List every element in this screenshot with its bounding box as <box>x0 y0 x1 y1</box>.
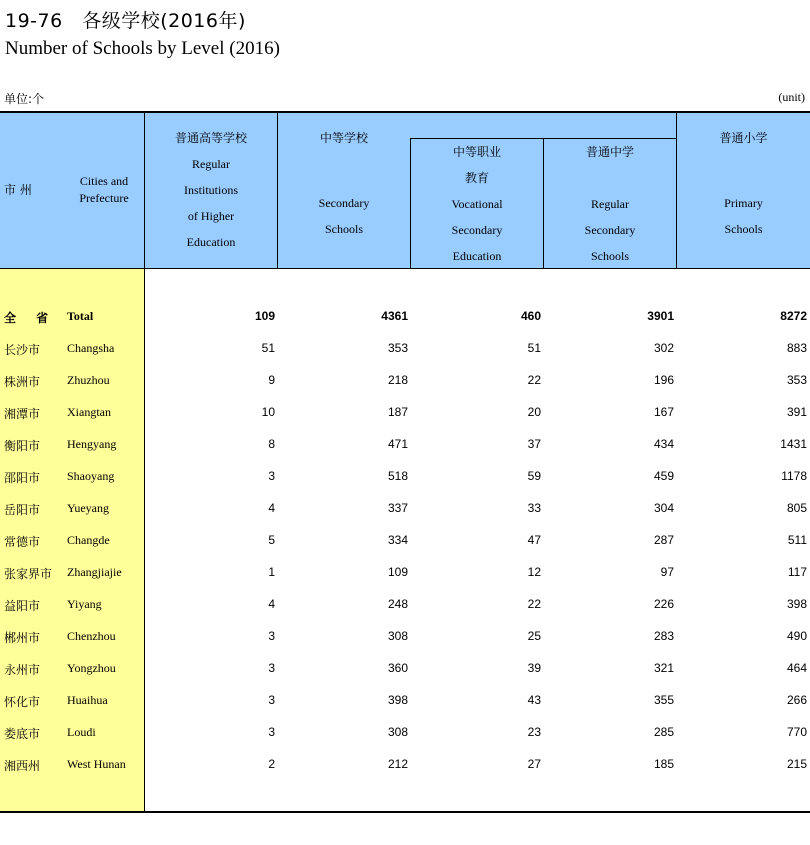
value-higher: 3 <box>268 469 275 483</box>
value-primary: 266 <box>786 693 807 707</box>
region-name-en: Zhangjiajie <box>67 565 122 579</box>
value-regular-secondary: 355 <box>653 693 674 707</box>
value-vocational: 25 <box>527 629 541 643</box>
table-row <box>0 365 810 397</box>
header-regular-secondary: 普通中学 Regular Secondary Schools <box>584 145 636 263</box>
value-regular-secondary: 434 <box>653 437 674 451</box>
value-secondary: 353 <box>387 341 408 355</box>
value-higher: 3 <box>268 725 275 739</box>
value-vocational: 59 <box>527 469 541 483</box>
region-name-en: Zhuzhou <box>67 373 110 387</box>
unit-label-english: (unit) <box>778 90 805 104</box>
region-name-cn: 常德市 <box>4 535 41 549</box>
value-primary: 1178 <box>781 469 807 483</box>
region-name-en: Shaoyang <box>67 469 115 483</box>
value-secondary: 308 <box>387 725 408 739</box>
value-higher: 3 <box>268 661 275 675</box>
header-vocational: 中等职业 教育 Vocational Secondary Education <box>451 145 503 263</box>
region-name-cn: 娄底市 <box>4 727 41 741</box>
table-row <box>0 461 810 493</box>
value-higher: 109 <box>254 309 275 323</box>
table-row <box>0 557 810 589</box>
table-row <box>0 653 810 685</box>
value-vocational: 20 <box>527 405 541 419</box>
table-row <box>0 493 810 525</box>
region-name-cn: 怀化市 <box>4 695 41 709</box>
region-name-cn: 湘潭市 <box>4 407 41 421</box>
value-vocational: 47 <box>527 533 541 547</box>
value-primary: 1431 <box>780 437 807 451</box>
region-name-en: Yiyang <box>67 597 102 611</box>
value-higher: 5 <box>268 533 275 547</box>
header-secondary-en: Secondary Schools <box>318 196 370 236</box>
value-primary: 464 <box>786 661 807 675</box>
value-regular-secondary: 302 <box>653 341 674 355</box>
value-secondary: 187 <box>387 405 408 419</box>
value-higher: 4 <box>268 597 275 611</box>
value-higher: 51 <box>261 341 275 355</box>
region-name-cn: 长沙市 <box>4 343 41 357</box>
region-name-cn: 郴州市 <box>4 631 41 645</box>
value-primary: 8272 <box>780 309 807 323</box>
value-secondary: 398 <box>387 693 408 707</box>
value-vocational: 460 <box>520 309 541 323</box>
header-city-en: Cities and Prefecture <box>79 174 129 205</box>
region-name-cn: 湘西州 <box>4 759 41 773</box>
value-regular-secondary: 321 <box>653 661 674 675</box>
region-name-cn: 邵阳市 <box>4 471 41 485</box>
value-secondary: 471 <box>387 437 408 451</box>
header-primary-en: Primary Schools <box>724 196 763 236</box>
header-bottom-rule <box>0 268 810 269</box>
value-secondary: 212 <box>387 757 408 771</box>
table-row <box>0 621 810 653</box>
value-primary: 353 <box>786 373 807 387</box>
value-higher: 8 <box>268 437 275 451</box>
value-regular-secondary: 287 <box>653 533 674 547</box>
value-primary: 805 <box>786 501 807 515</box>
value-higher: 3 <box>268 629 275 643</box>
value-vocational: 43 <box>527 693 541 707</box>
value-regular-secondary: 283 <box>653 629 674 643</box>
value-secondary: 337 <box>387 501 408 515</box>
table-row <box>0 685 810 717</box>
value-secondary: 308 <box>387 629 408 643</box>
header-primary-cn: 普通小学 <box>719 131 768 145</box>
region-name-cn: 全 省 <box>4 311 57 325</box>
region-name-en: Yueyang <box>67 501 109 515</box>
value-primary: 770 <box>786 725 807 739</box>
page-subtitle: Number of Schools by Level (2016) <box>5 38 280 59</box>
value-secondary: 218 <box>387 373 408 387</box>
header-higher-education: 普通高等学校 Regular Institutions of Higher Education <box>174 131 247 249</box>
value-vocational: 39 <box>527 661 541 675</box>
header-city-cn: 市 州 <box>4 183 32 197</box>
region-name-en: Chenzhou <box>67 629 116 643</box>
value-secondary: 109 <box>387 565 408 579</box>
value-regular-secondary: 226 <box>653 597 674 611</box>
value-regular-secondary: 167 <box>653 405 674 419</box>
value-higher: 10 <box>261 405 275 419</box>
region-name-en: Changde <box>67 533 110 547</box>
region-name-cn: 益阳市 <box>4 599 41 613</box>
table-row <box>0 589 810 621</box>
value-secondary: 4361 <box>381 309 408 323</box>
table-row <box>0 397 810 429</box>
value-secondary: 334 <box>387 533 408 547</box>
table-row <box>0 525 810 557</box>
value-secondary: 518 <box>387 469 408 483</box>
value-regular-secondary: 3901 <box>647 309 674 323</box>
table-top-rule <box>0 111 810 113</box>
region-name-en: Hengyang <box>67 437 117 451</box>
value-primary: 391 <box>786 405 807 419</box>
value-higher: 9 <box>268 373 275 387</box>
value-vocational: 22 <box>527 597 541 611</box>
region-name-cn: 株洲市 <box>4 375 41 389</box>
value-primary: 490 <box>786 629 807 643</box>
value-regular-secondary: 304 <box>653 501 674 515</box>
region-name-en: Huaihua <box>67 693 108 707</box>
value-higher: 1 <box>268 565 275 579</box>
region-name-cn: 永州市 <box>4 663 41 677</box>
value-vocational: 23 <box>527 725 541 739</box>
table-row <box>0 717 810 749</box>
page-title: 19-76 各级学校(2016年) <box>5 10 246 32</box>
value-regular-secondary: 185 <box>653 757 674 771</box>
region-name-en: Xiangtan <box>67 405 111 419</box>
region-name-en: Loudi <box>67 725 96 739</box>
table-bottom-rule <box>0 811 810 813</box>
value-higher: 2 <box>268 757 275 771</box>
value-vocational: 51 <box>527 341 541 355</box>
region-name-en: Changsha <box>67 341 115 355</box>
value-primary: 398 <box>786 597 807 611</box>
value-vocational: 27 <box>527 757 541 771</box>
value-higher: 3 <box>268 693 275 707</box>
value-vocational: 12 <box>527 565 541 579</box>
value-vocational: 22 <box>527 373 541 387</box>
value-regular-secondary: 459 <box>653 469 674 483</box>
header-secondary-cn: 中等学校 <box>319 131 368 145</box>
table-row <box>0 429 810 461</box>
value-primary: 117 <box>787 565 807 579</box>
value-regular-secondary: 97 <box>660 565 674 579</box>
value-regular-secondary: 196 <box>653 373 674 387</box>
value-vocational: 33 <box>527 501 541 515</box>
value-vocational: 37 <box>527 437 541 451</box>
region-name-en: Yongzhou <box>67 661 116 675</box>
table-row <box>0 749 810 781</box>
table-row-total <box>0 301 810 333</box>
table-row <box>0 333 810 365</box>
region-name-cn: 衡阳市 <box>4 439 41 453</box>
value-primary: 883 <box>786 341 807 355</box>
value-primary: 215 <box>786 757 807 771</box>
value-higher: 4 <box>268 501 275 515</box>
value-secondary: 360 <box>387 661 408 675</box>
region-name-en: West Hunan <box>67 757 126 771</box>
region-name-en: Total <box>67 309 94 323</box>
region-name-cn: 张家界市 <box>4 567 53 581</box>
value-secondary: 248 <box>387 597 408 611</box>
region-name-cn: 岳阳市 <box>4 503 41 517</box>
value-primary: 511 <box>787 533 807 547</box>
value-regular-secondary: 285 <box>653 725 674 739</box>
unit-label: 单位:个 <box>4 92 45 106</box>
